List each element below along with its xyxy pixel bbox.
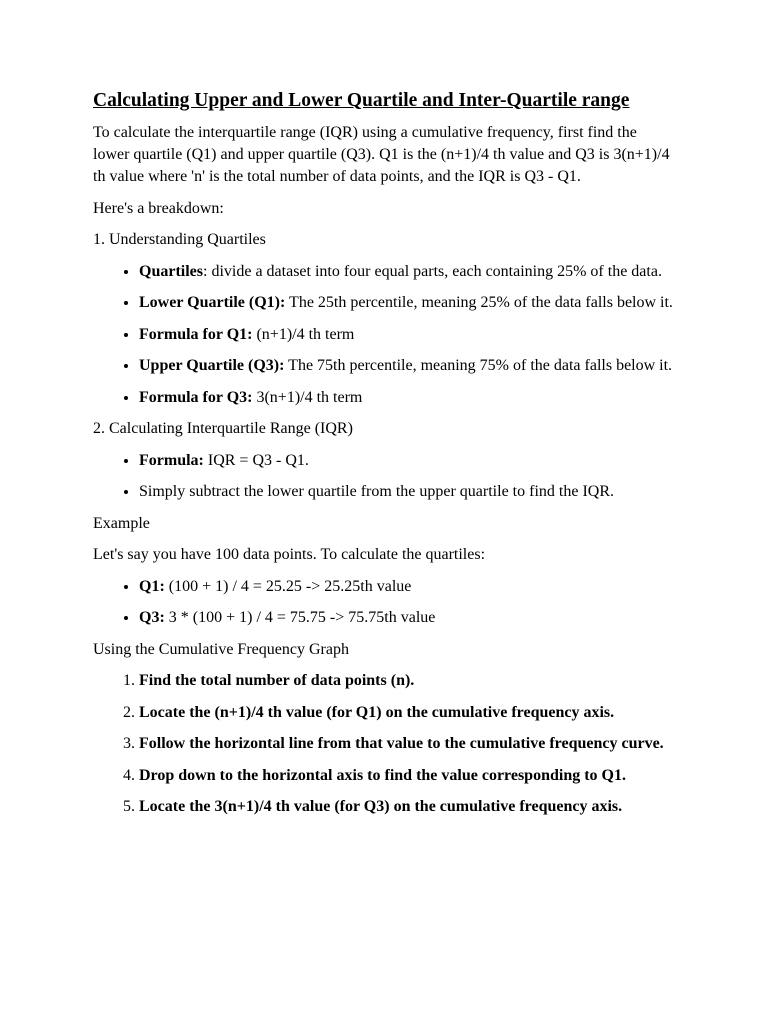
list-item-text: : divide a dataset into four equal parts, each containing 25% of the data. <box>203 262 662 280</box>
intro-paragraph: To calculate the interquartile range (IQR) using a cumulative frequency, first find the lower quartile (Q1) and upper quartile (Q3). Q1 is the (n+1)/4 th value and Q3 is 3(n+1)/4 th value where 'n' is the total number of data points, and the IQR is Q3 - Q1. <box>93 124 670 185</box>
document-page <box>93 88 675 828</box>
breakdown-label: Here's a breakdown: <box>93 199 224 217</box>
example-list <box>93 576 675 630</box>
section-heading-quartiles: 1. Understanding Quartiles <box>93 231 266 248</box>
list-item-text: IQR = Q3 - Q1. <box>203 451 309 469</box>
list-item-text: The 25th percentile, meaning 25% of the data falls below it. <box>285 294 673 311</box>
iqr-list <box>93 450 675 504</box>
list-item <box>139 292 675 314</box>
list-item-text: 3(n+1)/4 th term <box>252 388 363 406</box>
list-item-term: Lower Quartile (Q1): <box>139 294 286 311</box>
section-heading-iqr: 2. Calculating Interquartile Range (IQR) <box>93 420 353 437</box>
list-item-term: Q3: <box>139 609 165 626</box>
list-item <box>139 481 675 503</box>
step-item: 3. Follow the horizontal line from that value to the cumulative frequency curve. <box>139 733 675 755</box>
list-item <box>139 607 675 629</box>
list-item-text: (100 + 1) / 4 = 25.25 -> 25.25th value <box>164 577 412 595</box>
list-item-term: Upper Quartile (Q3): <box>139 357 285 374</box>
step-item: 2. Locate the (n+1)/4 th value (for Q1) on the cumulative frequency axis. <box>139 702 675 724</box>
step-item: 5. Locate the 3(n+1)/4 th value (for Q3) on the cumulative frequency axis. <box>139 796 675 818</box>
graph-heading: Using the Cumulative Frequency Graph <box>93 640 349 658</box>
step-item: 1. Find the total number of data points (n). <box>139 670 675 692</box>
quartiles-list <box>93 261 675 409</box>
list-item-term: Formula: <box>139 451 204 469</box>
list-item-term: Quartiles <box>139 262 203 280</box>
graph-steps-list <box>93 670 675 818</box>
list-item <box>139 387 675 409</box>
list-item-term: Q1: <box>139 577 165 595</box>
document-title: Calculating Upper and Lower Quartile and Inter-Quartile range <box>93 90 630 111</box>
list-item <box>139 450 675 472</box>
list-item <box>139 324 675 346</box>
list-item <box>139 355 675 377</box>
example-lead: Let's say you have 100 data points. To calculate the quartiles: <box>93 546 486 563</box>
list-item-text: Simply subtract the lower quartile from the upper quartile to find the IQR. <box>139 483 614 500</box>
list-item <box>139 261 675 283</box>
list-item-term: Formula for Q3: <box>139 388 253 406</box>
list-item-text: 3 * (100 + 1) / 4 = 75.75 -> 75.75th value <box>164 609 436 626</box>
list-item <box>139 576 675 598</box>
list-item-text: (n+1)/4 th term <box>252 325 355 343</box>
list-item-text: The 75th percentile, meaning 75% of the data falls below it. <box>284 357 673 374</box>
example-heading: Example <box>93 514 150 532</box>
step-item: 4. Drop down to the horizontal axis to find the value corresponding to Q1. <box>139 765 675 787</box>
list-item-term: Formula for Q1: <box>139 325 253 343</box>
